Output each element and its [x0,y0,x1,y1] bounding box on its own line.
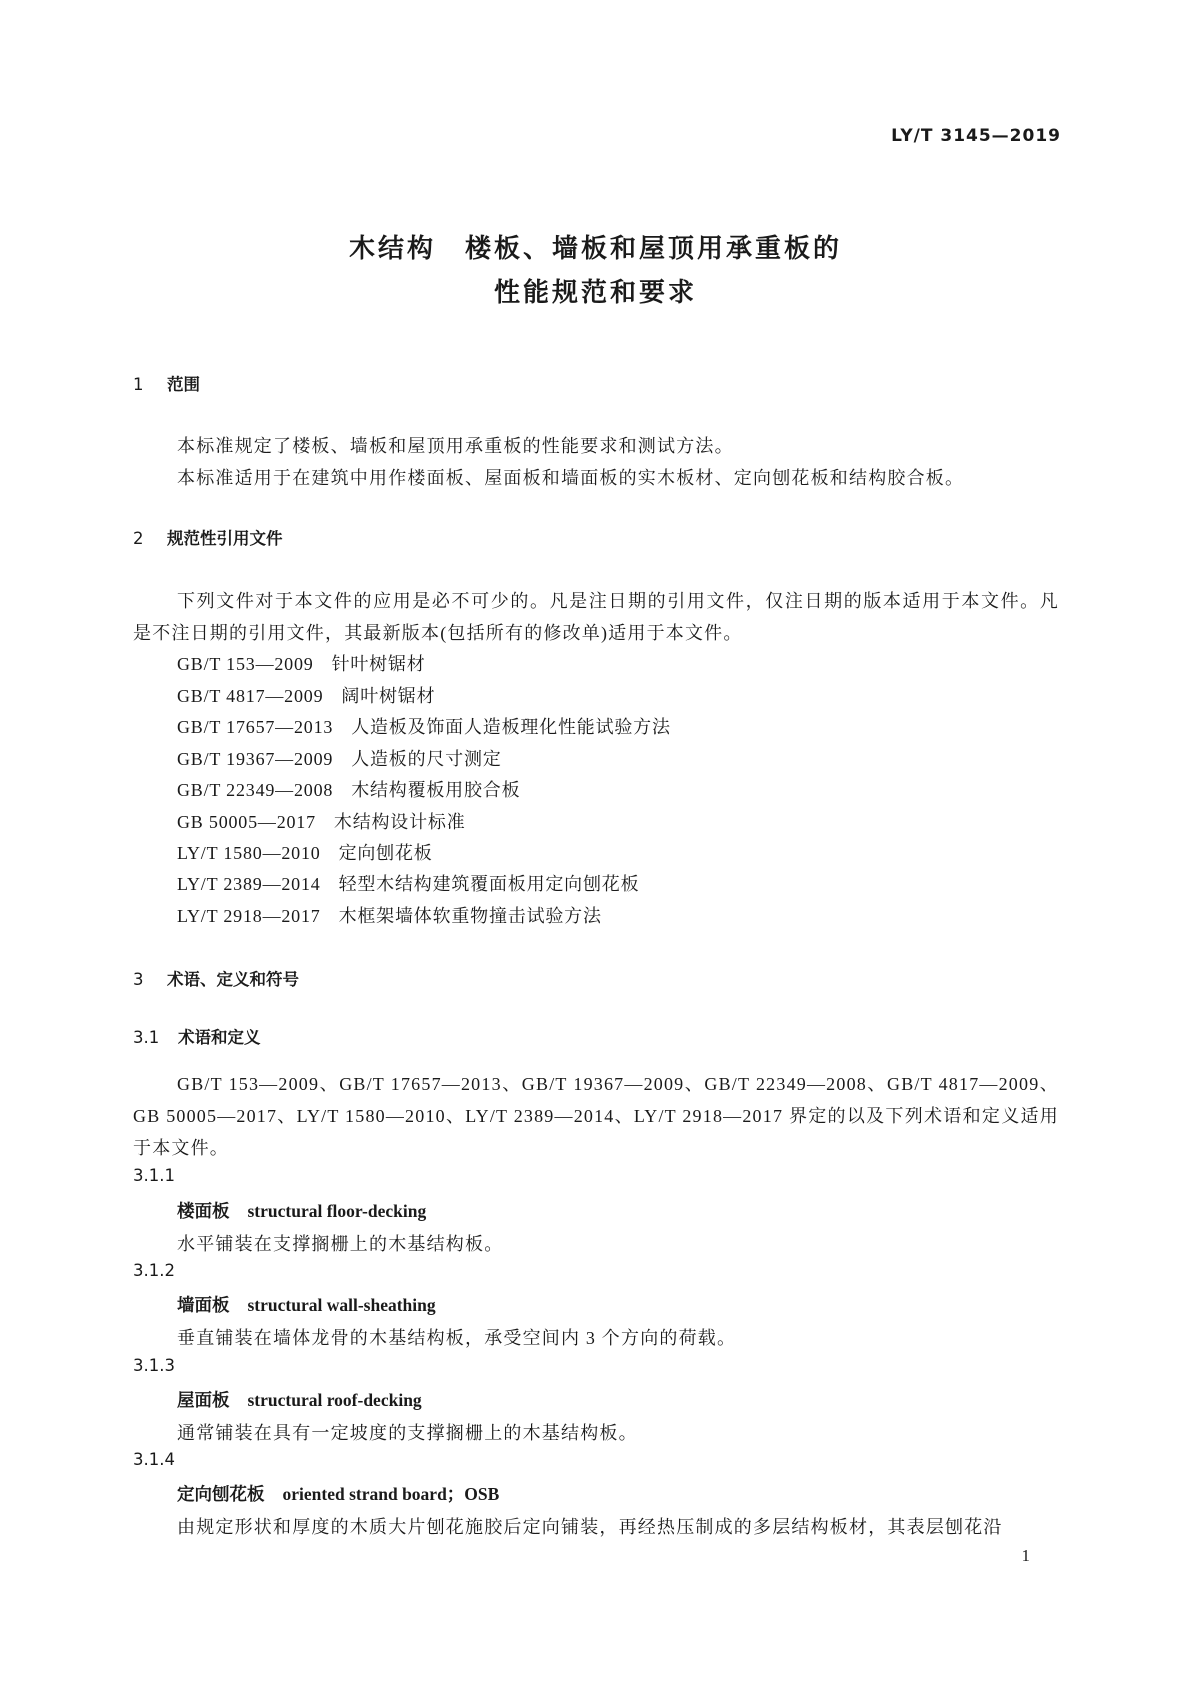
section-number: 2 [133,529,144,548]
term-heading [177,1387,422,1412]
reference-code: GB 50005—2017 [177,812,316,832]
term-number: 3.1.4 [133,1450,175,1469]
reference-code: LY/T 1580—2010 [177,843,321,863]
term-en: structural wall-sheathing [247,1295,436,1315]
standard-code: LY/T 3145—2019 [891,126,1061,146]
term-definition: 通常铺装在具有一定坡度的支撑搁栅上的木基结构板。 [177,1423,638,1443]
document-title-line-2: 性能规范和要求 [493,278,697,308]
section-2-heading [133,525,283,549]
reference-item [177,839,433,865]
reference-title: 阔叶树锯材 [341,686,436,706]
reference-item [177,776,520,802]
reference-code: LY/T 2918—2017 [177,906,321,926]
reference-title: 木框架墙体软重物撞击试验方法 [338,906,602,926]
term-definition: 由规定形状和厚度的木质大片刨花施胶后定向铺装，再经热压制成的多层结构板材，其表层刨花沿 [177,1517,1003,1537]
term-en: structural floor-decking [247,1201,427,1221]
reference-item [177,745,502,771]
document-title-line-1: 木结构 楼板、墙板和屋顶用承重板的 [348,234,842,264]
section-3-heading [133,966,299,990]
subsection-number: 3.1 [133,1028,160,1047]
references-intro: 下列文件对于本文件的应用是必不可少的。凡是注日期的引用文件，仅注日期的版本适用于本文件。凡是不注日期的引用文件，其最新版本(包括所有的修改单)适用于本文件。 [133,591,1059,643]
scope-paragraph: 本标准规定了楼板、墙板和屋顶用承重板的性能要求和测试方法。 [177,436,734,456]
terms-intro: GB/T 153—2009、GB/T 17657—2013、GB/T 19367—2009、GB/T 22349—2008、GB/T 4817—2009、GB 50005—2017、LY/T 1580—2010、LY/T 2389—2014、LY/T 2918—2017 界定的以及下列术语和定义适用于本文件。 [133,1074,1059,1158]
term-definition: 垂直铺装在墙体龙骨的木基结构板，承受空间内 3 个方向的荷载。 [177,1328,737,1348]
term-heading [177,1481,499,1506]
subsection-3-1-heading [133,1024,261,1048]
reference-code: GB/T 153—2009 [177,654,314,674]
reference-code: LY/T 2389—2014 [177,874,321,894]
reference-item [177,650,426,676]
term-en: structural roof-decking [247,1390,422,1410]
term-zh: 屋面板 [177,1391,230,1411]
reference-code: GB/T 17657—2013 [177,717,334,737]
reference-title: 定向刨花板 [338,843,433,863]
section-number: 3 [133,970,144,989]
term-heading [177,1292,436,1317]
term-en: oriented strand board；OSB [282,1484,500,1504]
section-title: 规范性引用文件 [167,529,283,548]
term-number: 3.1.1 [133,1166,175,1185]
section-title: 范围 [167,375,200,394]
reference-title: 木结构覆板用胶合板 [351,780,521,800]
term-zh: 楼面板 [177,1202,230,1222]
term-heading [177,1198,426,1223]
term-number: 3.1.2 [133,1261,175,1280]
reference-code: GB/T 22349—2008 [177,780,334,800]
reference-title: 轻型木结构建筑覆面板用定向刨花板 [338,874,640,894]
subsection-title: 术语和定义 [178,1028,261,1047]
reference-item [177,682,435,708]
reference-item [177,713,671,739]
reference-title: 木结构设计标准 [333,812,466,832]
term-definition: 水平铺装在支撑搁栅上的木基结构板。 [177,1234,504,1254]
section-number: 1 [133,375,144,394]
reference-item [177,870,639,896]
reference-code: GB/T 4817—2009 [177,686,324,706]
reference-item [177,902,602,928]
reference-title: 人造板及饰面人造板理化性能试验方法 [351,717,671,737]
reference-title: 人造板的尺寸测定 [351,749,502,769]
scope-paragraph: 本标准适用于在建筑中用作楼面板、屋面板和墙面板的实木板材、定向刨花板和结构胶合板。 [177,468,965,488]
term-zh: 定向刨花板 [177,1485,265,1505]
reference-item [177,808,466,834]
reference-title: 针叶树锯材 [331,654,426,674]
page-number: 1 [1021,1546,1030,1565]
term-zh: 墙面板 [177,1296,230,1316]
section-title: 术语、定义和符号 [167,970,299,989]
reference-code: GB/T 19367—2009 [177,749,334,769]
term-number: 3.1.3 [133,1356,175,1375]
section-1-heading [133,371,200,395]
